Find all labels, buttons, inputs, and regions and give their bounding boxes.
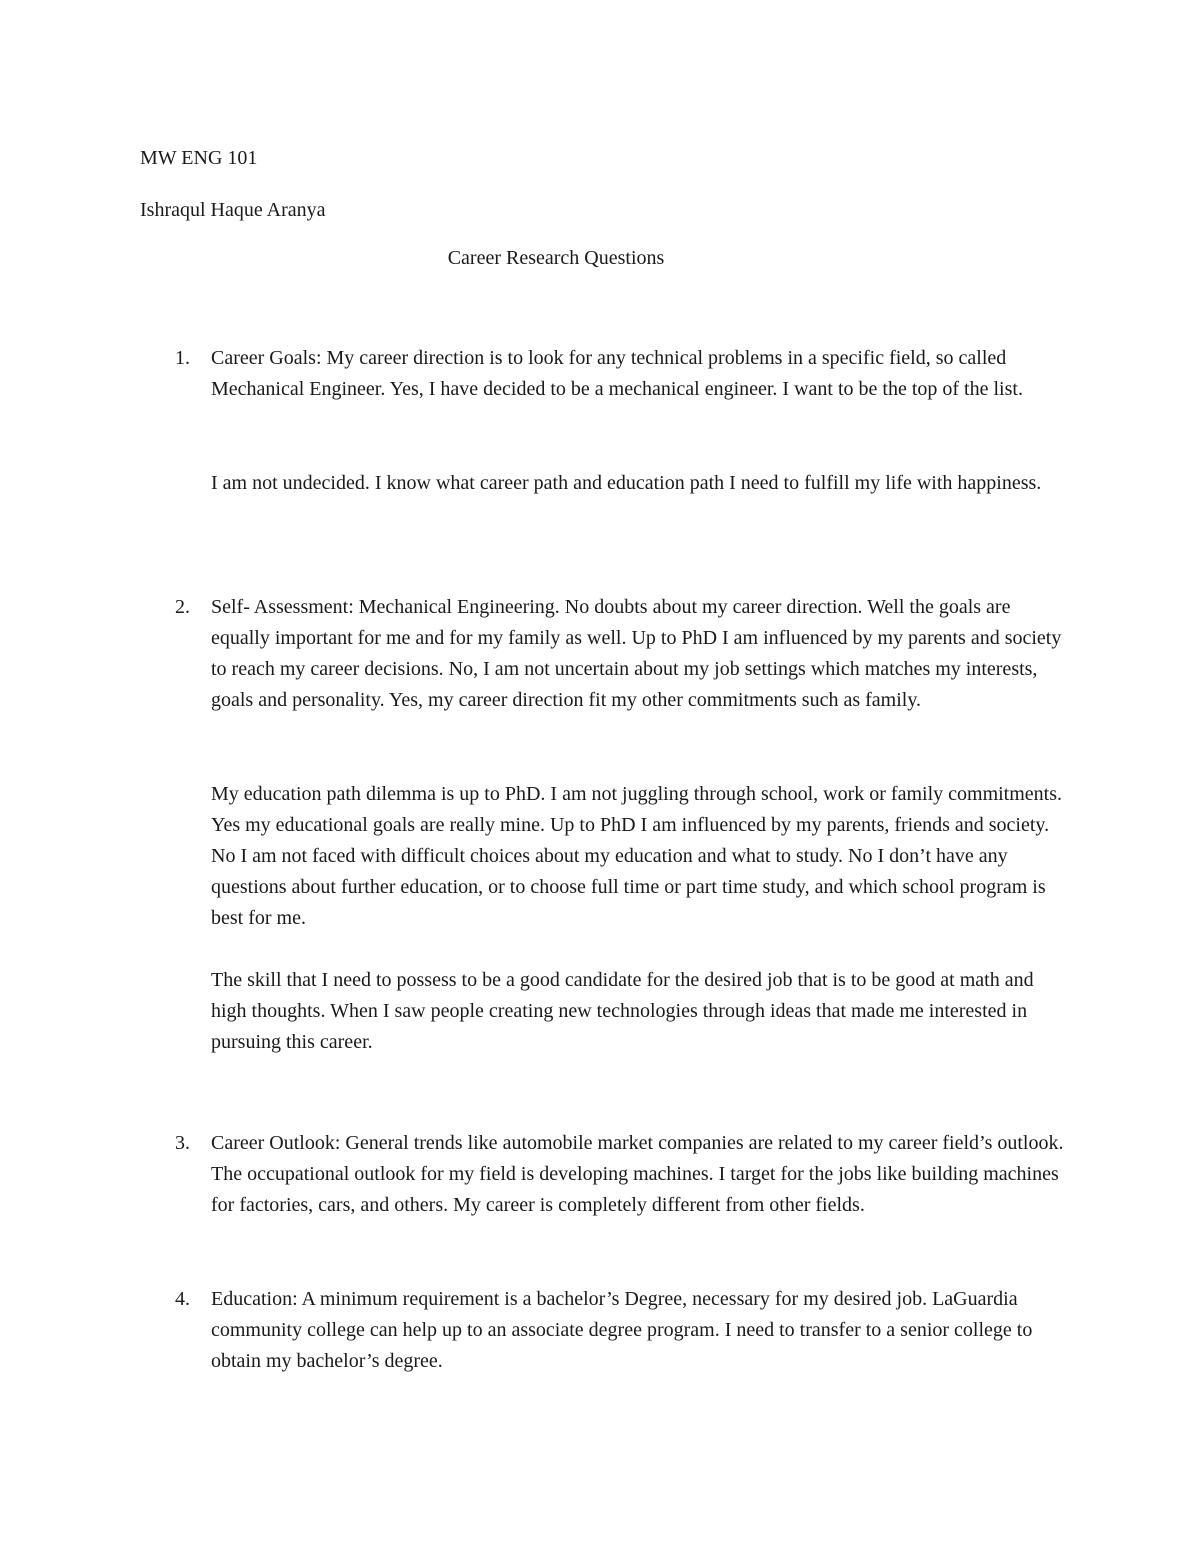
course-name: MW ENG 101 — [140, 147, 258, 169]
list-item-number: 4. — [175, 1288, 190, 1310]
list-item-paragraph: The skill that I need to possess to be a good candidate for the desired job that is to be good at math and high thoughts. When I saw people creating new technologies through ideas that made me interested in pursuing this career. — [211, 969, 1034, 1053]
list-item-paragraph: Career Outlook: General trends like automobile market companies are related to my career field’s outlook. The occupational outlook for my field is developing machines. I target for the jobs like building machines for factories, cars, and others. My career is completely different from other fields. — [211, 1132, 1064, 1216]
list-item-paragraph: Self- Assessment: Mechanical Engineering. No doubts about my career direction. Well the goals are equally important for me and for my family as well. Up to PhD I am influenced by my parents and society to reach my career decisions. No, I am not uncertain about my job settings which matches my interests, goals and personality. Yes, my career direction fit my other commitments such as family. — [211, 596, 1062, 711]
list-item-number: 2. — [175, 596, 190, 618]
list-item-paragraph: My education path dilemma is up to PhD. I am not juggling through school, work or family commitments. Yes my educational goals are really mine. Up to PhD I am influenced by my parents, friends and society. No I am not faced with difficult choices about my education and what to study. No I don’t have any questions about further education, or to choose full time or part time study, and which school program is best for me. — [211, 783, 1063, 929]
list-item-number: 3. — [175, 1132, 190, 1154]
list-item-number: 1. — [175, 347, 190, 369]
list-item-paragraph: Career Goals: My career direction is to look for any technical problems in a specific field, so called Mechanical Engineer. Yes, I have decided to be a mechanical engineer. I want to be the top of the list. — [211, 347, 1023, 400]
list-item-paragraph: I am not undecided. I know what career path and education path I need to fulfill my life with happiness. — [211, 472, 1042, 494]
author-name: Ishraqul Haque Aranya — [140, 199, 326, 221]
list-item-paragraph: Education: A minimum requirement is a bachelor’s Degree, necessary for my desired job. LaGuardia community college can help up to an associate degree program. I need to transfer to a senior college to obtain my bachelor’s degree. — [211, 1288, 1033, 1372]
document-title: Career Research Questions — [447, 247, 665, 269]
